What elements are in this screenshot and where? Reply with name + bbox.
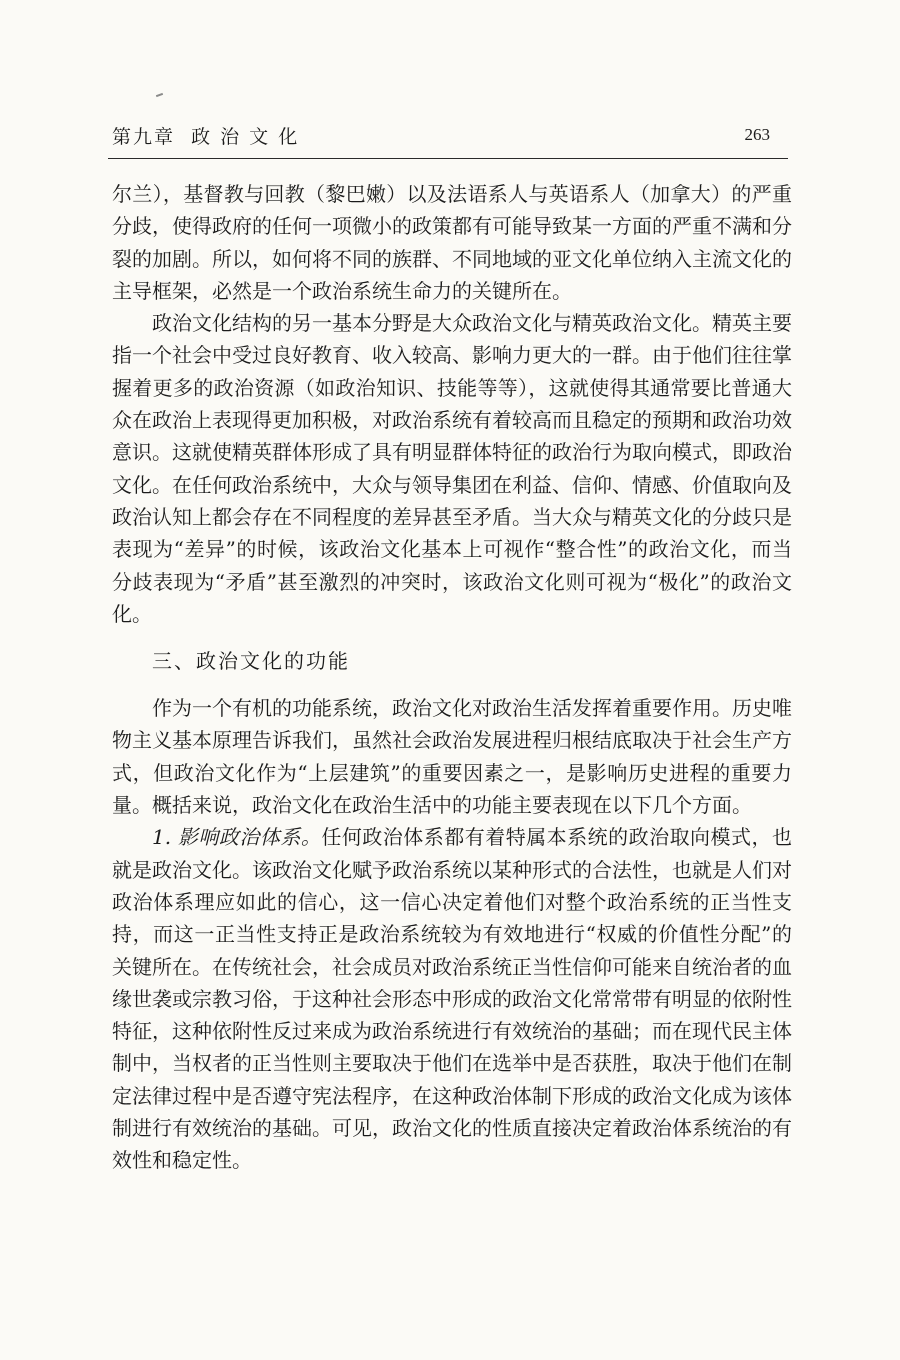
paragraph-continued: 尔兰），基督教与回教（黎巴嫩）以及法语系人与英语系人（加拿大）的严重分歧，使得政府的任何一项微小的政策都有可能导致某一方面的严重不满和分裂的加剧。所以，如何将不同的族群、不同地域的亚文化单位纳入主流文化的主导框架，必然是一个政治系统生命力的关键所在。 — [112, 182, 792, 303]
item-1-lead: 1. 影响政治体系。 — [152, 825, 322, 850]
section-heading: 三、政治文化的功能 — [152, 649, 350, 674]
body-text — [112, 178, 792, 1177]
item-1-body: 任何政治体系都有着特属本系统的政治取向模式，也就是政治文化。该政治文化赋予政治系统以某种形式的合法性，也就是人们对政治体系理应如此的信心，这一信心决定着他们对整个政治系统的正当性支持，而这一正当性支持正是政治系统较为有效地进行“权威的价值性分配”的关键所在。在传统社会，社会成员对政治系统正当性信仰可能来自统治者的血缘世袭或宗教习俗，于这种社会形态中形成的政治文化常常带有明显的依附性特征，这种依附性反过来成为政治系统进行有效统治的基础；而在现代民主体制中，当权者的正当性则主要取决于他们在选举中是否获胜，取决于他们在制定法律过程中是否遵守宪法程序，在这种政治体制下形成的政治文化成为该体制进行有效统治的基础。可见，政治文化的性质直接决定着政治体系统治的有效性和稳定性。 — [112, 825, 792, 1173]
running-header — [108, 118, 788, 159]
scan-speck — [156, 93, 163, 97]
chapter-title: 第九章 政 治 文 化 — [112, 126, 300, 148]
paragraph-functions-intro: 作为一个有机的功能系统，政治文化对政治生活发挥着重要作用。历史唯物主义基本原理告诉我们，虽然社会政治发展进程归根结底取决于社会生产方式，但政治文化作为“上层建筑”的重要因素之一，是影响历史进程的重要力量。概括来说，政治文化在政治生活中的功能主要表现在以下几个方面。 — [112, 696, 792, 818]
page-number: 263 — [744, 125, 770, 144]
paragraph-elite-culture: 政治文化结构的另一基本分野是大众政治文化与精英政治文化。精英主要指一个社会中受过良好教育、收入较高、影响力更大的一群。由于他们往往掌握着更多的政治资源（如政治知识、技能等等），这就使得其通常要比普通大众在政治上表现得更加积极，对政治系统有着较高而且稳定的预期和政治功效意识。这就使精英群体形成了具有明显群体特征的政治行为取向模式，即政治文化。在任何政治系统中，大众与领导集团在利益、信仰、情感、价值取向及政治认知上都会存在不同程度的差异甚至矛盾。当大众与精英文化的分歧只是表现为“差异”的时候，该政治文化基本上可视作“整合性”的政治文化，而当分歧表现为“矛盾”甚至激烈的冲突时，该政治文化则可视为“极化”的政治文化。 — [112, 311, 792, 626]
paragraph-item-1 — [112, 821, 792, 1176]
